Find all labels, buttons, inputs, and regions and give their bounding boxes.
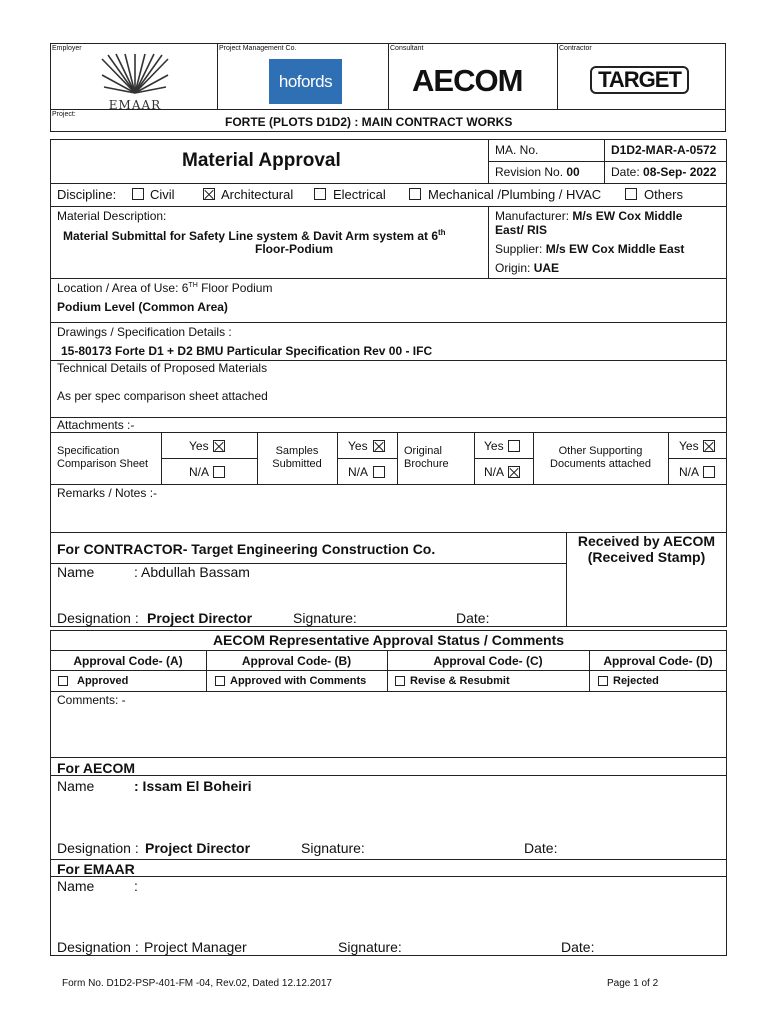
supplier-label: Supplier: (495, 242, 543, 256)
attachment-brochure-yes-label: Yes (484, 439, 504, 453)
aecom-designation-value: Project Director (145, 840, 251, 856)
location-label-text: Location / Area of Use: 6 (57, 281, 189, 295)
aecom-signature-label: Signature: (301, 840, 365, 856)
approval-heading: AECOM Representative Approval Status / Comments (212, 632, 565, 648)
material-desc-line1 (63, 228, 446, 243)
attachment-samples-na-checkbox[interactable] (373, 466, 385, 478)
discipline-civil-checkbox[interactable] (132, 188, 144, 200)
revision-value: 00 (566, 165, 580, 179)
aecom-name-value: : Issam El Boheiri (134, 778, 252, 794)
attachment-brochure-yes-checkbox[interactable] (508, 440, 520, 452)
project-name: FORTE (PLOTS D1D2) : MAIN CONTRACT WORKS (225, 115, 513, 129)
form-number: Form No. D1D2-PSP-401-FM -04, Rev.02, Dated 12.12.2017 (62, 978, 332, 989)
emaar-name-label: Name (57, 878, 95, 894)
attachment-samples-na-label: N/A (348, 465, 369, 479)
attachment-brochure-label-2: Brochure (404, 458, 449, 470)
contractor-heading: For CONTRACTOR- Target Engineering Construction Co. (57, 541, 436, 557)
attachment-spec-yes-label: Yes (189, 439, 209, 453)
drawings-label: Drawings / Specification Details : (57, 325, 232, 339)
contractor-date-label: Date: (456, 610, 490, 626)
attachment-brochure-label-1: Original (404, 445, 442, 457)
discipline-others-checkbox[interactable] (625, 188, 637, 200)
attachment-samples-label-2: Submitted (272, 458, 322, 470)
discipline-electrical-checkbox[interactable] (314, 188, 326, 200)
drawings-value: 15-80173 Forte D1 + D2 BMU Particular Specification Rev 00 - IFC (61, 344, 433, 358)
aecom-designation-label: Designation : (57, 840, 139, 856)
target-logo (590, 66, 689, 94)
emaar-signature-label: Signature: (338, 939, 402, 955)
aecom-name-label: Name (57, 778, 95, 794)
attachment-samples-yes-label: Yes (348, 439, 368, 453)
material-desc-sup: th (438, 228, 446, 237)
location-label-sup: TH (188, 282, 198, 289)
attachment-other-label-2: Documents attached (550, 458, 651, 470)
ma-no-label: MA. No. (495, 143, 539, 157)
comments-block[interactable] (50, 691, 727, 758)
emaar-heading: For EMAAR (57, 861, 135, 877)
contractor-designation-value: Project Director (147, 610, 253, 626)
attachment-spec-na-label: N/A (189, 465, 210, 479)
page-number: Page 1 of 2 (607, 978, 659, 989)
date-value: 08-Sep- 2022 (643, 165, 717, 179)
discipline-mechanical-label: Mechanical /Plumbing / HVAC (428, 187, 602, 202)
revision-label (495, 165, 580, 179)
origin-value: UAE (533, 261, 560, 275)
supplier-value: M/s EW Cox Middle East (545, 242, 685, 256)
supplier-field (495, 242, 684, 256)
attachment-brochure-na-label: N/A (484, 465, 505, 479)
project-label: Project: (52, 111, 76, 118)
approval-code-d: Approval Code- (D) (603, 654, 713, 668)
manufacturer-value-1: M/s EW Cox Middle (572, 209, 683, 223)
hofords-logo (269, 59, 342, 104)
rejected-label: Rejected (613, 675, 659, 687)
approved-label: Approved (77, 675, 129, 687)
approved-with-comments-label: Approved with Comments (230, 675, 367, 687)
contractor-label: Contractor (559, 45, 592, 52)
revision-label-text: Revision No. (495, 165, 564, 179)
location-value: Podium Level (Common Area) (57, 300, 228, 314)
attachment-brochure-na-checkbox[interactable] (508, 466, 520, 478)
origin-label: Origin: (495, 261, 531, 275)
location-label (57, 281, 272, 295)
technical-value: As per spec comparison sheet attached (57, 389, 268, 403)
aecom-logo: AECOM (412, 63, 523, 98)
pm-label: Project Management Co. (219, 45, 297, 52)
approval-code-c: Approval Code- (C) (433, 654, 543, 668)
emaar-designation-value: Project Manager (144, 939, 247, 955)
origin-field (495, 261, 559, 275)
attachment-other-na-checkbox[interactable] (703, 466, 715, 478)
attachment-spec-yes-checkbox[interactable] (213, 440, 225, 452)
manufacturer-field (495, 209, 682, 223)
revise-resubmit-label: Revise & Resubmit (410, 675, 510, 687)
remarks-label: Remarks / Notes :- (57, 486, 158, 500)
hofords-logo-text: hofords (278, 72, 333, 91)
material-desc-line2: Floor-Podium (255, 242, 333, 256)
revise-resubmit-checkbox[interactable] (395, 676, 405, 686)
emaar-designation-label: Designation : (57, 939, 139, 955)
attachment-spec-na-checkbox[interactable] (213, 466, 225, 478)
aecom-date-label: Date: (524, 840, 558, 856)
technical-label: Technical Details of Proposed Materials (57, 361, 268, 375)
attachment-spec-label-1: Specification (57, 445, 120, 457)
ma-no-value: D1D2-MAR-A-0572 (611, 143, 717, 157)
approval-code-a: Approval Code- (A) (73, 654, 183, 668)
discipline-architectural-label: Architectural (221, 187, 294, 202)
discipline-others-label: Others (644, 187, 684, 202)
attachment-other-yes-checkbox[interactable] (703, 440, 715, 452)
discipline-electrical-label: Electrical (333, 187, 386, 202)
attachment-other-label-1: Other Supporting (558, 445, 643, 457)
comments-label: Comments: - (57, 693, 126, 707)
attachment-other-na-label: N/A (679, 465, 700, 479)
material-desc-text: Material Submittal for Safety Line system & Davit Arm system at 6 (63, 229, 439, 243)
emaar-burst-icon (100, 53, 170, 97)
discipline-architectural-checkbox[interactable] (203, 188, 215, 200)
page-title: Material Approval (182, 150, 341, 171)
date-label: Date: (611, 165, 640, 179)
material-desc-label: Material Description: (57, 209, 167, 223)
contractor-name-value: : Abdullah Bassam (134, 564, 250, 580)
emaar-name-value: : (134, 878, 138, 894)
emaar-date-label: Date: (561, 939, 595, 955)
attachments-label: Attachments :- (57, 418, 135, 432)
rejected-checkbox[interactable] (598, 676, 608, 686)
attachment-samples-yes-checkbox[interactable] (373, 440, 385, 452)
contractor-name-label: Name (57, 564, 95, 580)
date-field (611, 165, 716, 179)
aecom-heading: For AECOM (57, 760, 136, 776)
manufacturer-value-2: East/ RIS (495, 223, 548, 237)
received-stamp-line2: (Received Stamp) (587, 549, 706, 565)
discipline-civil-label: Civil (150, 187, 175, 202)
employer-label: Employer (52, 45, 82, 52)
manufacturer-label: Manufacturer: (495, 209, 570, 223)
target-logo-text: TARGET (598, 67, 681, 92)
attachment-spec-label-2: Comparison Sheet (57, 458, 149, 470)
location-label-end: Floor Podium (197, 281, 273, 295)
received-stamp-line1: Received by AECOM (577, 533, 716, 549)
emaar-logo-text: EMAAR (108, 98, 162, 112)
attachment-other-yes-label: Yes (679, 439, 699, 453)
approved-with-comments-checkbox[interactable] (215, 676, 225, 686)
discipline-mechanical-checkbox[interactable] (409, 188, 421, 200)
discipline-label: Discipline: (57, 187, 117, 202)
attachment-samples-label-1: Samples (275, 445, 319, 457)
approval-code-b: Approval Code- (B) (241, 654, 352, 668)
contractor-signature-label: Signature: (293, 610, 357, 626)
consultant-label: Consultant (390, 45, 424, 52)
approved-checkbox[interactable] (58, 676, 68, 686)
contractor-designation-label: Designation : (57, 610, 139, 626)
emaar-logo (100, 53, 170, 112)
